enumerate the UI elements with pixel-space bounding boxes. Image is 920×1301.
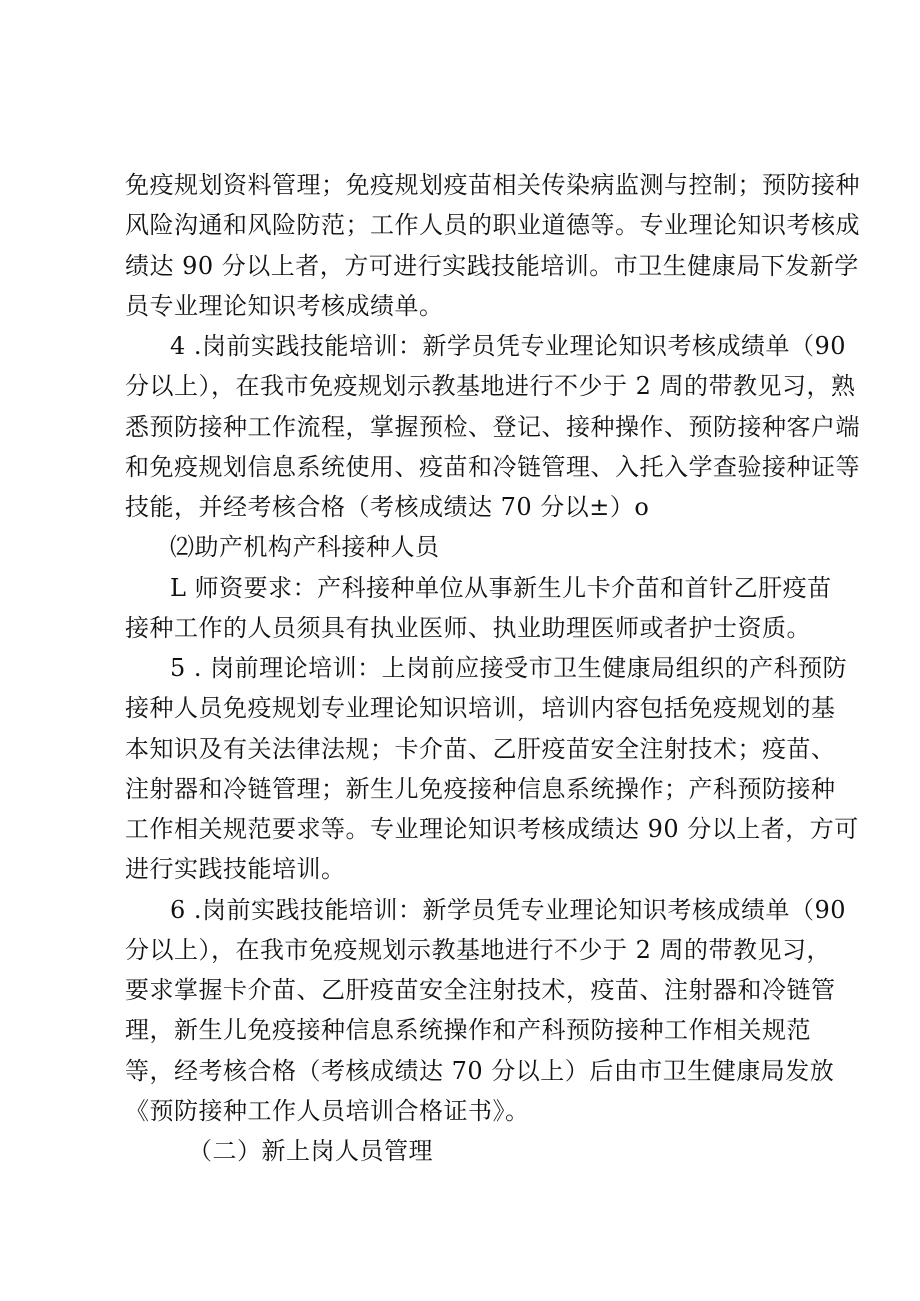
paragraph-line: 接种人员免疫规划专业理论知识培训，培训内容包括免疫规划的基 <box>125 694 836 722</box>
paragraph-line: 员专业理论知识考核成绩单。 <box>125 292 444 320</box>
paragraph-line: 免疫规划资料管理；免疫规划疫苗相关传染病监测与控制；预防接种 <box>125 171 860 199</box>
paragraph-line: 分以上），在我市免疫规划示教基地进行不少于 2 周的带教见习， <box>125 936 832 964</box>
paragraph-line: 等，经考核合格（考核成绩达 70 分以上）后由市卫生健康局发放 <box>125 1057 835 1085</box>
paragraph-line: 分以上），在我市免疫规划示教基地进行不少于 2 周的带教见习，熟 <box>125 372 856 400</box>
paragraph-line: 悉预防接种工作流程，掌握预检、登记、接种操作、预防接种客户端 <box>125 413 860 441</box>
paragraph-line: 工作相关规范要求等。专业理论知识考核成绩达 90 分以上者，方可 <box>125 815 859 843</box>
paragraph-line: L 师资要求：产科接种单位从事新生儿卡介苗和首针乙肝疫苗 <box>170 574 832 602</box>
paragraph-line: 技能，并经考核合格（考核成绩达 70 分以±）o <box>125 493 650 521</box>
paragraph-line: 进行实践技能培训。 <box>125 855 346 883</box>
subsection-heading: ⑵助产机构产科接种人员 <box>170 533 440 561</box>
paragraph-line: 本知识及有关法律法规；卡介苗、乙肝疫苗安全注射技术；疫苗、 <box>125 735 836 763</box>
paragraph-line: 5 . 岗前理论培训：上岗前应接受市卫生健康局组织的产科预防 <box>170 654 848 682</box>
paragraph-line: 接种工作的人员须具有执业医师、执业助理医师或者护士资质。 <box>125 614 811 642</box>
paragraph-line: 4 .岗前实践技能培训：新学员凭专业理论知识考核成绩单（90 <box>170 332 847 360</box>
paragraph-line: 和免疫规划信息系统使用、疫苗和冷链管理、入托入学查验接种证等 <box>125 453 860 481</box>
section-heading: （二）新上岗人员管理 <box>188 1137 433 1165</box>
paragraph-line: 《预防接种工作人员培训合格证书》。 <box>125 1097 530 1125</box>
paragraph-line: 理，新生儿免疫接种信息系统操作和产科预防接种工作相关规范 <box>125 1016 811 1044</box>
paragraph-line: 风险沟通和风险防范；工作人员的职业道德等。专业理论知识考核成 <box>125 211 860 239</box>
paragraph-line: 要求掌握卡介苗、乙肝疫苗安全注射技术，疫苗、注射器和冷链管 <box>125 976 836 1004</box>
paragraph-line: 6 .岗前实践技能培训：新学员凭专业理论知识考核成绩单（90 <box>170 896 847 924</box>
paragraph-line: 注射器和冷链管理；新生儿免疫接种信息系统操作；产科预防接种 <box>125 775 836 803</box>
paragraph-line: 绩达 90 分以上者，方可进行实践技能培训。市卫生健康局下发新学 <box>125 252 859 280</box>
